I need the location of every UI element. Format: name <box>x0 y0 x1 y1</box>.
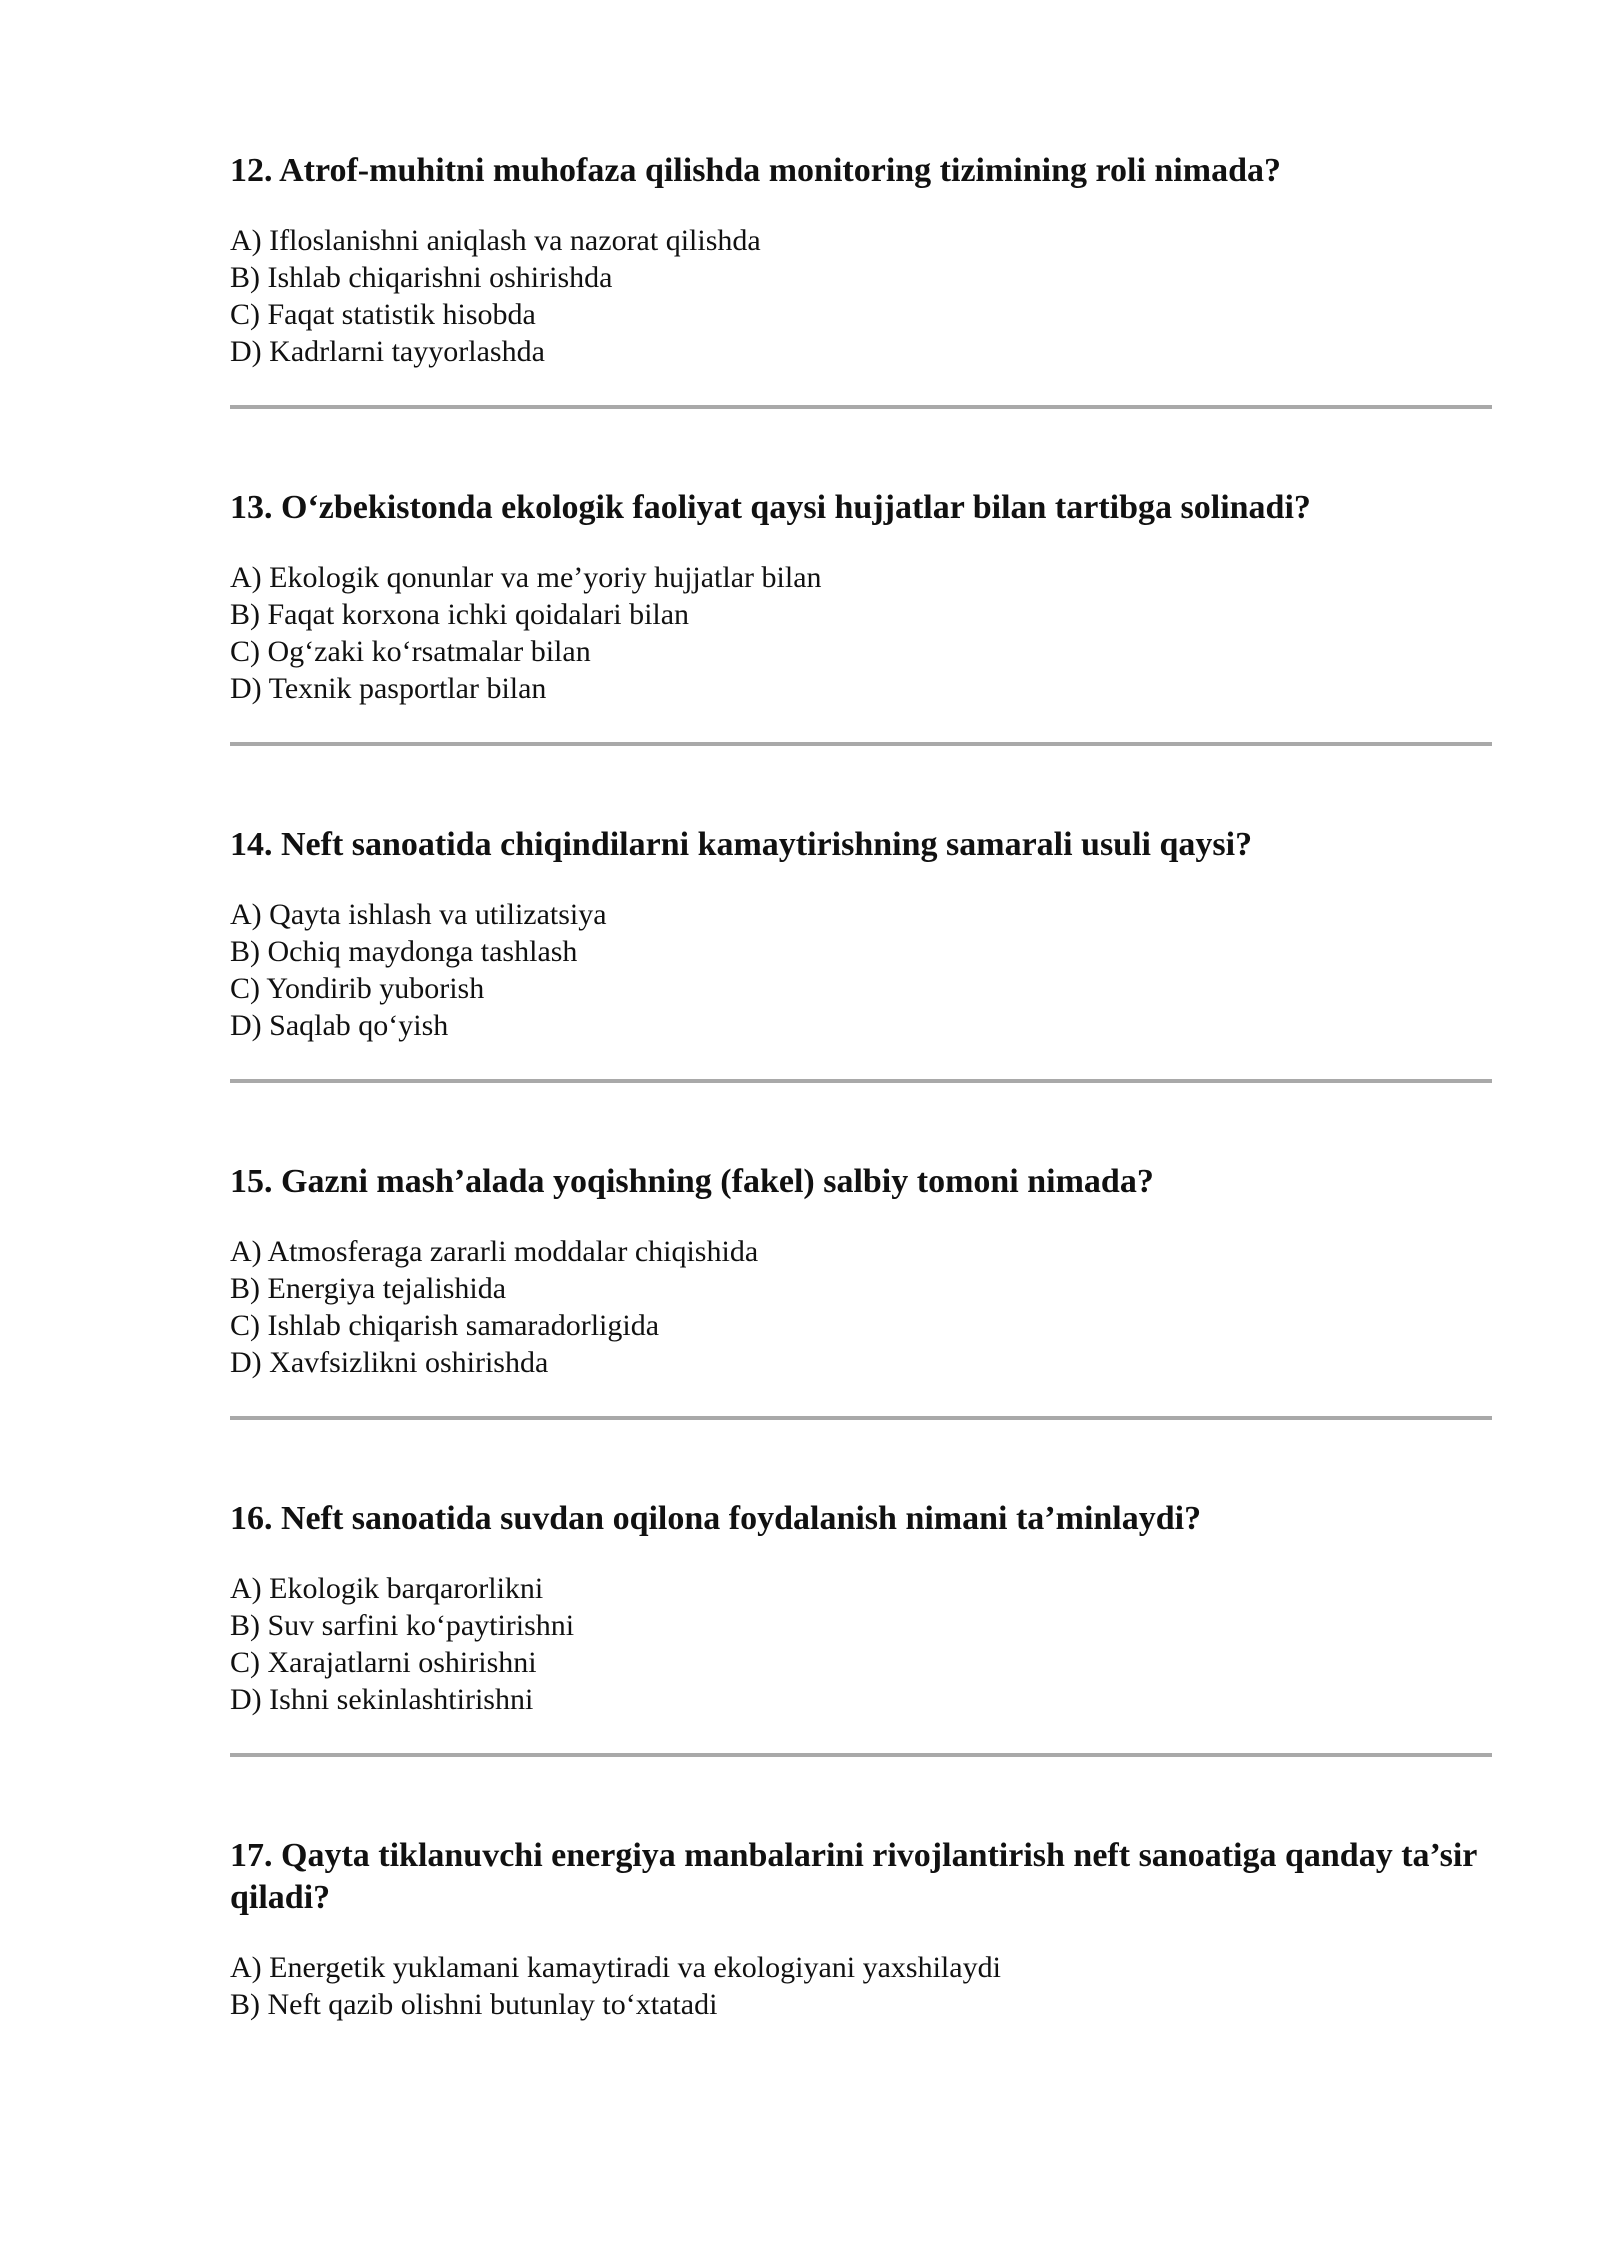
question-15 <box>230 1161 1492 1420</box>
option-a: A) Qayta ishlash va utilizatsiya <box>230 898 607 931</box>
option-d: D) Ishni sekinlashtirishni <box>230 1683 534 1716</box>
question-title: 16. Neft sanoatida suvdan oqilona foydalanish nimani ta’minlaydi? <box>230 1500 1202 1537</box>
option-list <box>230 1233 1492 1381</box>
option-b: B) Ochiq maydonga tashlash <box>230 935 578 968</box>
option-list <box>230 222 1492 370</box>
option-b: B) Ishlab chiqarishni oshirishda <box>230 261 613 294</box>
question-12 <box>230 150 1492 409</box>
option-b: B) Suv sarfini ko‘paytirishni <box>230 1609 575 1642</box>
question-17 <box>230 1835 1492 2023</box>
option-d: D) Texnik pasportlar bilan <box>230 672 547 705</box>
option-list <box>230 1570 1492 1718</box>
option-a: A) Ifloslanishni aniqlash va nazorat qilishda <box>230 224 761 257</box>
option-d: D) Xavfsizlikni oshirishda <box>230 1346 549 1379</box>
option-b: B) Neft qazib olishni butunlay to‘xtatadi <box>230 1988 718 2021</box>
divider <box>230 742 1492 746</box>
option-c: C) Faqat statistik hisobda <box>230 298 536 331</box>
option-a: A) Atmosferaga zararli moddalar chiqishida <box>230 1235 759 1268</box>
option-d: D) Kadrlarni tayyorlashda <box>230 335 545 368</box>
option-list <box>230 559 1492 707</box>
option-list <box>230 1949 1492 2023</box>
divider <box>230 1753 1492 1757</box>
divider <box>230 1416 1492 1420</box>
option-d: D) Saqlab qo‘yish <box>230 1009 449 1042</box>
document-page <box>230 150 1492 2039</box>
option-c: C) Xarajatlarni oshirishni <box>230 1646 537 1679</box>
question-title: 13. O‘zbekistonda ekologik faoliyat qaysi hujjatlar bilan tartibga solinadi? <box>230 489 1311 526</box>
question-title: 17. Qayta tiklanuvchi energiya manbalarini rivojlantirish neft sanoatiga qanday ta’sir qiladi? <box>230 1837 1477 1916</box>
question-13 <box>230 487 1492 746</box>
question-16 <box>230 1498 1492 1757</box>
question-title: 14. Neft sanoatida chiqindilarni kamaytirishning samarali usuli qaysi? <box>230 826 1253 863</box>
option-a: A) Energetik yuklamani kamaytiradi va ekologiyani yaxshilaydi <box>230 1951 1001 1984</box>
option-c: C) Ishlab chiqarish samaradorligida <box>230 1309 660 1342</box>
option-a: A) Ekologik qonunlar va me’yoriy hujjatlar bilan <box>230 561 822 594</box>
option-c: C) Og‘zaki ko‘rsatmalar bilan <box>230 635 591 668</box>
option-b: B) Energiya tejalishida <box>230 1272 507 1305</box>
option-a: A) Ekologik barqarorlikni <box>230 1572 544 1605</box>
divider <box>230 1079 1492 1083</box>
question-title: 12. Atrof-muhitni muhofaza qilishda monitoring tizimining roli nimada? <box>230 152 1281 189</box>
option-b: B) Faqat korxona ichki qoidalari bilan <box>230 598 690 631</box>
question-title: 15. Gazni mash’alada yoqishning (fakel) salbiy tomoni nimada? <box>230 1163 1154 1200</box>
option-c: C) Yondirib yuborish <box>230 972 485 1005</box>
option-list <box>230 896 1492 1044</box>
question-14 <box>230 824 1492 1083</box>
divider <box>230 405 1492 409</box>
